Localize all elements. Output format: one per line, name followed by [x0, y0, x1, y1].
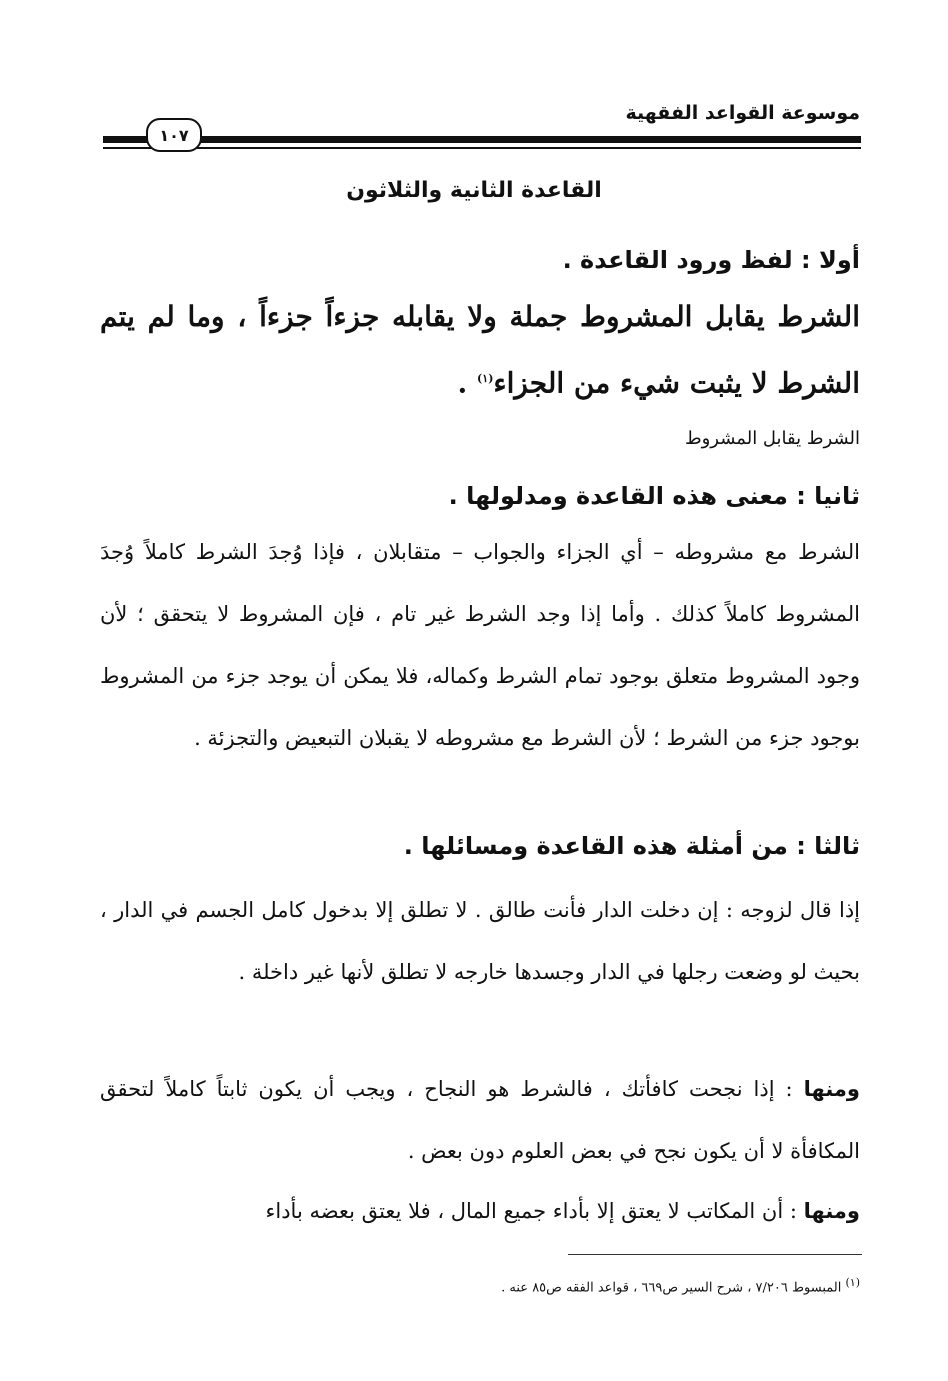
rule-statement-end: .	[457, 366, 478, 400]
footnote-ref: (١)	[477, 372, 494, 385]
rule-title: القاعدة الثانية والثلاثون	[346, 178, 602, 203]
example-2-lead: ومنها	[803, 1077, 860, 1101]
running-title: موسوعة القواعد الفقهية	[625, 102, 860, 124]
header-rule-thin	[103, 147, 861, 149]
header-rule-thick	[103, 136, 861, 143]
example-2-text: : إذا نجحت كافأتك ، فالشرط هو النجاح ، ويجب أن يكون ثابتاً كاملاً لتحقق المكافأة لا أن يكون نجح في بعض العلوم دون بعض .	[100, 1077, 860, 1163]
rule-short-form: الشرط يقابل المشروط	[684, 428, 860, 449]
rule-statement	[100, 286, 860, 414]
section-heading-2: ثانيا : معنى هذه القاعدة ومدلولها .	[448, 482, 860, 510]
section-heading-3: ثالثا : من أمثلة هذه القاعدة ومسائلها .	[403, 832, 860, 860]
footnote-divider	[568, 1254, 862, 1255]
example-3-lead: ومنها	[803, 1199, 860, 1223]
footnote	[103, 1272, 860, 1299]
example-paragraph-1: إذا قال لزوجه : إن دخلت الدار فأنت طالق . لا تطلق إلا بدخول كامل الجسم في الدار ، بحيث لو وضعت رجلها في الدار وجسدها خارجه لا تطلق لأنها غير داخلة .	[100, 898, 860, 984]
footnote-marker: (١)	[845, 1276, 860, 1289]
example-3-text: : أن المكاتب لا يعتق إلا بأداء جميع المال ، فلا يعتق بعضه بأداء	[265, 1199, 804, 1223]
page-number: ١٠٧	[146, 118, 202, 152]
example-paragraph-2	[100, 1058, 860, 1182]
meaning-paragraph: الشرط مع مشروطه – أي الجزاء والجواب – متقابلان ، فإذا وُجدَ الشرط كاملاً وُجدَ المشروط كاملاً كذلك . وأما إذا وجد الشرط غير تام ، فإن المشروط لا يتحقق ؛ لأن وجود المشروط متعلق بوجود تمام الشرط وكماله، فلا يمكن أن يوجد جزء من المشروط بوجود جزء من الشرط ؛ لأن الشرط مع مشروطه لا يقبلان التبعيض والتجزئة .	[100, 540, 860, 750]
example-paragraph-3	[100, 1180, 860, 1242]
rule-statement-text: الشرط يقابل المشروط جملة ولا يقابله جزءاً جزءاً ، وما لم يتم الشرط لا يثبت شيء من الجزاء	[100, 300, 860, 400]
footnote-text: المبسوط ٧/٢٠٦ ، شرح السير ص٦٦٩ ، قواعد الفقه ص٨٥ عنه .	[501, 1280, 846, 1296]
section-heading-1: أولا : لفظ ورود القاعدة .	[562, 246, 860, 274]
